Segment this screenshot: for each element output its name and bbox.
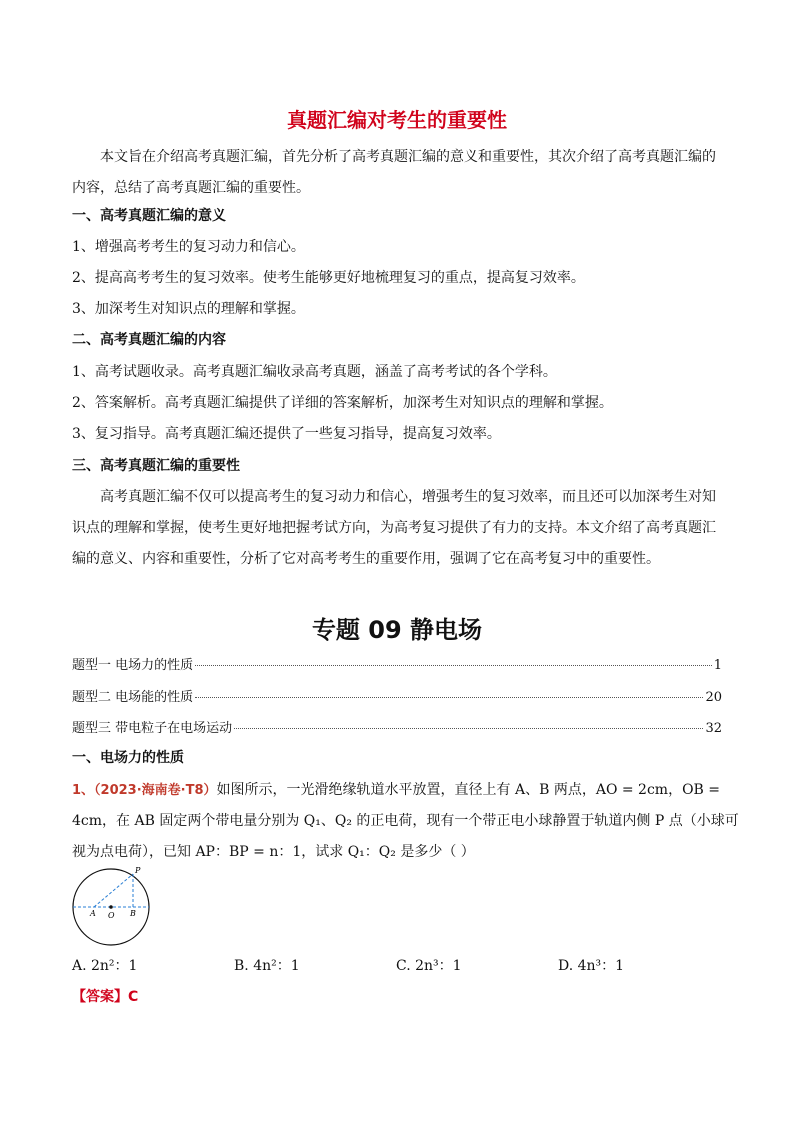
document-title: 真题汇编对考生的重要性 xyxy=(287,108,507,132)
label-b: B xyxy=(130,909,136,918)
question-line-2: 4cm，在 AB 固定两个带电量分别为 Q₁、Q₂ 的正电荷，现有一个带正电小球静置于轨道内侧 P 点（小球可 xyxy=(72,813,739,829)
line-ap xyxy=(94,874,133,907)
toc-leader-dots xyxy=(195,697,703,698)
section3-body: 高考真题汇编不仅可以提高考生的复习动力和信心，增强考生的复习效率，而且还可以加深考生对知识点的理解和掌握，使考生更好地把握考试方向，为高考复习提供了有力的支持。本文介绍了高考真题汇编的意义、内容和重要性，分析了它对高考考生的重要作用，强调了它在高考复习中的重要性。 xyxy=(72,489,716,567)
option-b[interactable]: B. 4n²：1 xyxy=(234,958,300,974)
section2-item-3: 3、复习指导。高考真题汇编还提供了一些复习指导，提高复习效率。 xyxy=(72,426,501,442)
label-a: A xyxy=(90,909,96,918)
toc-page-number: 20 xyxy=(705,690,722,705)
toc-row[interactable] xyxy=(72,654,722,674)
chapter-title: 专题 09 静电场 xyxy=(311,616,483,644)
label-o: O xyxy=(108,911,115,920)
intro-paragraph: 本文旨在介绍高考真题汇编，首先分析了高考真题汇编的意义和重要性，其次介绍了高考真题汇编的内容，总结了高考真题汇编的重要性。 xyxy=(72,149,716,196)
part-heading: 一、电场力的性质 xyxy=(72,750,184,766)
toc-leader-dots xyxy=(195,665,712,666)
option-c[interactable]: C. 2n³：1 xyxy=(396,958,462,974)
toc-page-number: 1 xyxy=(713,658,722,673)
label-p: P xyxy=(135,866,141,875)
section2-item-2: 2、答案解析。高考真题汇编提供了详细的答案解析，加深考生对知识点的理解和掌握。 xyxy=(72,395,613,411)
question-number: 1、 xyxy=(72,783,95,798)
section3-heading: 三、高考真题汇编的重要性 xyxy=(72,458,240,474)
toc-row[interactable] xyxy=(72,686,722,706)
option-d[interactable]: D. 4n³：1 xyxy=(558,958,625,974)
center-point xyxy=(109,905,113,909)
toc-label: 题型二 电场能的性质 xyxy=(72,690,194,705)
question-line-3: 视为点电荷），已知 AP：BP = n：1，试求 Q₁：Q₂ 是多少（ ） xyxy=(72,844,475,860)
option-a[interactable]: A. 2n²：1 xyxy=(72,958,138,974)
toc-row[interactable] xyxy=(72,717,722,737)
section2-heading: 二、高考真题汇编的内容 xyxy=(72,332,226,348)
toc-label: 题型三 带电粒子在电场运动 xyxy=(72,721,233,736)
question-source: （2023·海南卷·T8） xyxy=(94,783,217,798)
answer-label: 【答案】C xyxy=(72,989,139,1005)
toc-leader-dots xyxy=(234,728,703,729)
section1-item-2: 2、提高高考考生的复习效率。使考生能够更好地梳理复习的重点，提高复习效率。 xyxy=(72,270,585,286)
section2-item-1: 1、高考试题收录。高考真题汇编收录高考真题，涵盖了高考考试的各个学科。 xyxy=(72,364,557,380)
section1-heading: 一、高考真题汇编的意义 xyxy=(72,208,226,224)
circle-track-figure xyxy=(70,864,154,948)
question-line-1 xyxy=(72,780,720,801)
section1-item-1: 1、增强高考考生的复习动力和信心。 xyxy=(72,239,305,255)
section1-item-3: 3、加深考生对知识点的理解和掌握。 xyxy=(72,301,305,317)
toc-label: 题型一 电场力的性质 xyxy=(72,658,194,673)
question-text-1: 如图所示，一光滑绝缘轨道水平放置，直径上有 A、B 两点，AO = 2cm，OB = xyxy=(216,782,721,798)
toc-page-number: 32 xyxy=(705,721,722,736)
